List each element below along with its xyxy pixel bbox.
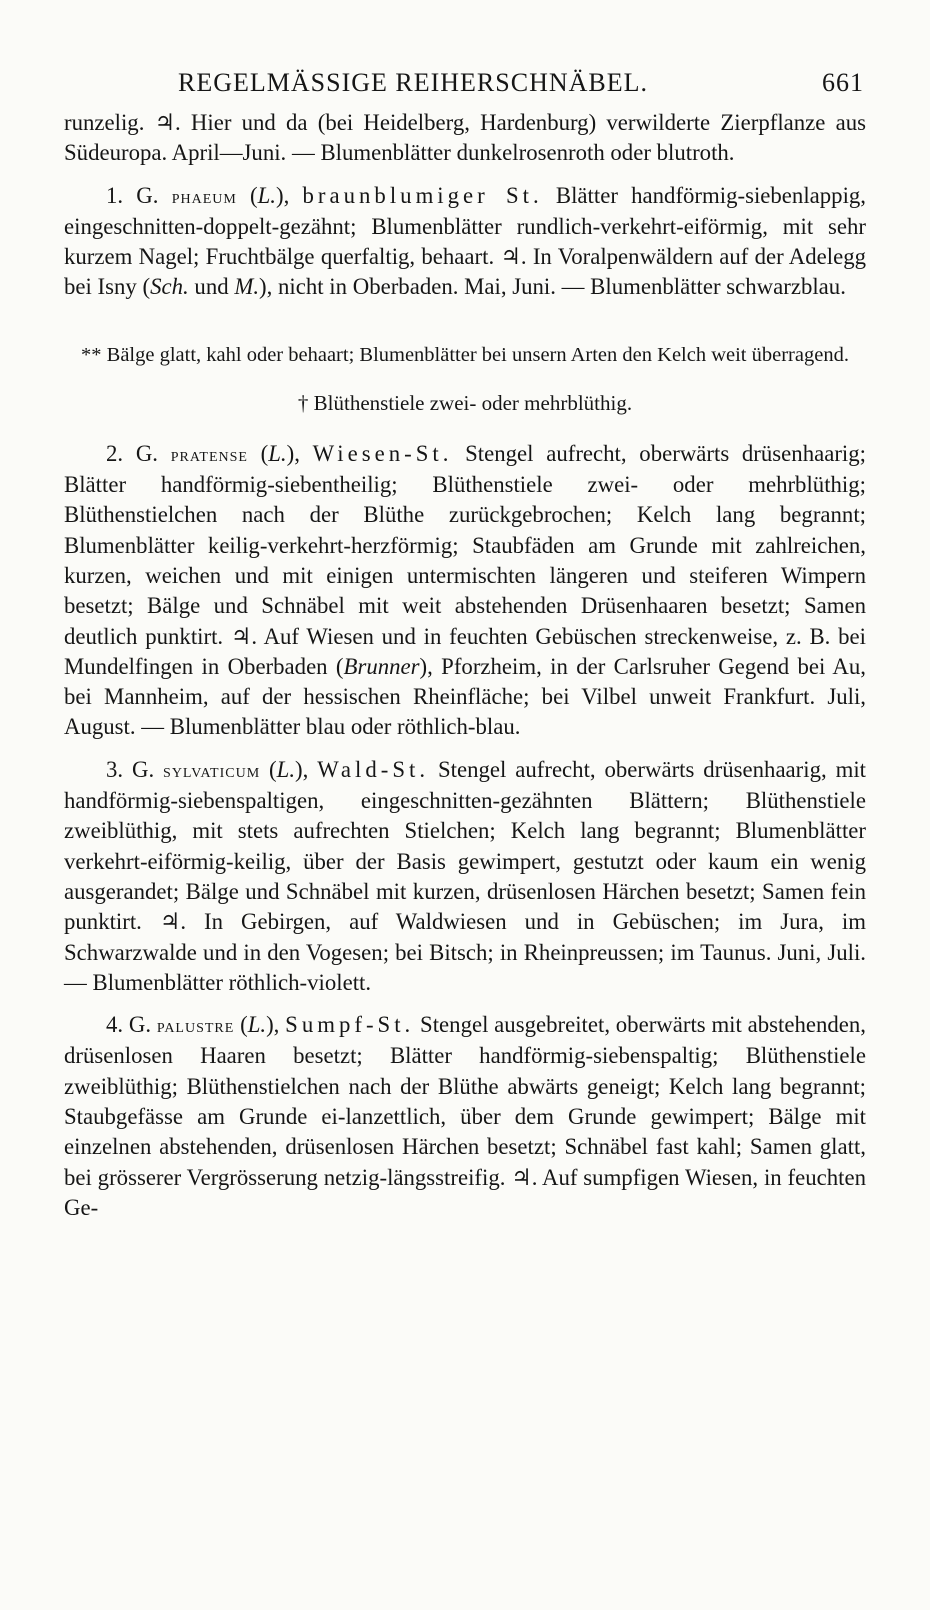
species-entry-palustre (64, 1010, 866, 1223)
description-text: ), nicht in Oberbaden. Mai, Juni. — Blumenblätter schwarzblau. (259, 274, 846, 300)
species-name: phaeum (171, 185, 237, 208)
paren-open: ( (247, 440, 269, 466)
paren-open: ( (260, 756, 277, 782)
collector-abbrev: M. (234, 274, 260, 300)
paren-close: ), (276, 182, 303, 208)
running-header (64, 68, 866, 108)
common-name: Wiesen-St. (312, 440, 453, 466)
description-text: und (188, 274, 235, 300)
species-name: pratense (170, 443, 248, 466)
running-title: REGELMÄSSIGE REIHERSCHNÄBEL. (178, 68, 649, 97)
common-name: braunblumiger St. (302, 182, 543, 208)
paren-close: ), (266, 1012, 286, 1038)
paren-close: ), (295, 756, 318, 782)
common-name: Wald-St. (317, 756, 430, 782)
paren-open: ( (234, 1012, 248, 1038)
author-abbrev: L. (276, 756, 296, 782)
species-entry-phaeum (64, 181, 866, 303)
species-name: sylvaticum (163, 759, 261, 782)
author-abbrev: L. (268, 440, 287, 466)
subgroup-heading: † Blüthenstiele zwei- oder mehrblüthig. (297, 390, 633, 415)
paren-open: ( (236, 182, 258, 208)
collector-name: Brunner (343, 653, 420, 679)
group-note: ** Bälge glatt, kahl oder behaart; Blumenblätter bei unsern Arten den Kelch weit überragend. (81, 343, 849, 366)
entry-number: 1. G. (106, 182, 172, 208)
entry-number: 4. G. (106, 1012, 157, 1038)
description-text: Stengel aufrecht, oberwärts drüsenhaarig; Blätter handförmig-siebentheilig; Blüthenstiele zwei- oder mehrblüthig; Blüthenstielchen nach der Blüthe zurückgebrochen; Kelch lang begrannt; Blumenblätter keilig-verkehrt-herzförmig; Staubfäden am Grunde mit zahlreichen, kurzen, weichen und mit einigen untermischten längeren und steiferen Wimpern besetzt; Bälge und Schnäbel mit weit abstehenden Drüsenhaaren besetzt; Samen deutlich punktirt. ♃. Auf Wiesen und in feuchten Gebüschen streckenweise, z. B. bei Mundelfingen in Oberbaden ( (64, 440, 866, 679)
species-entry-pratense (64, 439, 866, 743)
common-name: Sumpf-St. (285, 1012, 415, 1038)
collector-abbrev: Sch. (150, 274, 189, 300)
description-text: ), Pforzheim, in der Carlsruher Gegend bei Au, bei Mannheim, auf der hessischen Rheinfläche; bei Vilbel unweit Frankfurt. Juli, August. — Blumenblätter blau oder röthlich-blau. (64, 653, 866, 740)
species-name: palustre (156, 1015, 235, 1038)
author-abbrev: L. (257, 182, 277, 208)
description-text: Blätter handförmig-siebenlappig, eingeschnitten-doppelt-gezähnt; Blumenblätter rundlich-verkehrt-eiförmig, mit sehr kurzem Nagel; Fruchtbälge querfaltig, behaart. ♃. In Voralpenwäldern auf der Adelegg bei Isny ( (64, 182, 866, 300)
paragraph-continuation: runzelig. ♃. Hier und da (bei Heidelberg, Hardenburg) verwilderte Zierpflanze aus Südeuropa. April—Juni. — Blumenblätter dunkelrosenroth oder blutroth. (64, 110, 866, 166)
description-text: Stengel aufrecht, oberwärts drüsenhaarig, mit handförmig-siebenspaltigen, eingeschnitten-gezähnten Blättern; Blüthenstiele zweiblüthig, mit stets aufrechten Stielchen; Kelch lang begrannt; Blumenblätter verkehrt-eiförmig-keilig, über der Basis gewimpert, gestutzt oder kaum ein wenig ausgerandet; Bälge und Schnäbel mit kurzen, drüsenlosen Härchen besetzt; Samen fein punktirt. ♃. In Gebirgen, auf Waldwiesen und in Gebüschen; im Jura, im Schwarzwalde und in den Vogesen; bei Bitsch; in Rheinpreussen; im Taunus. Juni, Juli. — Blumenblätter röthlich-violett. (64, 756, 866, 995)
paren-close: ), (286, 440, 313, 466)
page-number: 661 (822, 68, 864, 97)
author-abbrev: L. (247, 1012, 267, 1038)
species-entry-sylvaticum (64, 755, 866, 998)
entry-number: 3. G. (106, 756, 164, 782)
description-text: Stengel ausgebreitet, oberwärts mit abstehenden, drüsenlosen Haaren besetzt; Blätter handförmig-siebenspaltig; Blüthenstiele zweiblüthig; Blüthenstielchen nach der Blüthe abwärts geneigt; Kelch lang begrannt; Staubgefässe am Grunde ei-lanzettlich, über dem Grunde gewimpert; Bälge mit einzelnen abstehenden, drüsenlosen Härchen besetzt; Schnäbel fast kahl; Samen glatt, bei grösserer Vergrösserung netzig-längsstreifig. ♃. Auf sumpfigen Wiesen, in feuchten Ge- (64, 1012, 866, 1220)
entry-number: 2. G. (106, 440, 171, 466)
